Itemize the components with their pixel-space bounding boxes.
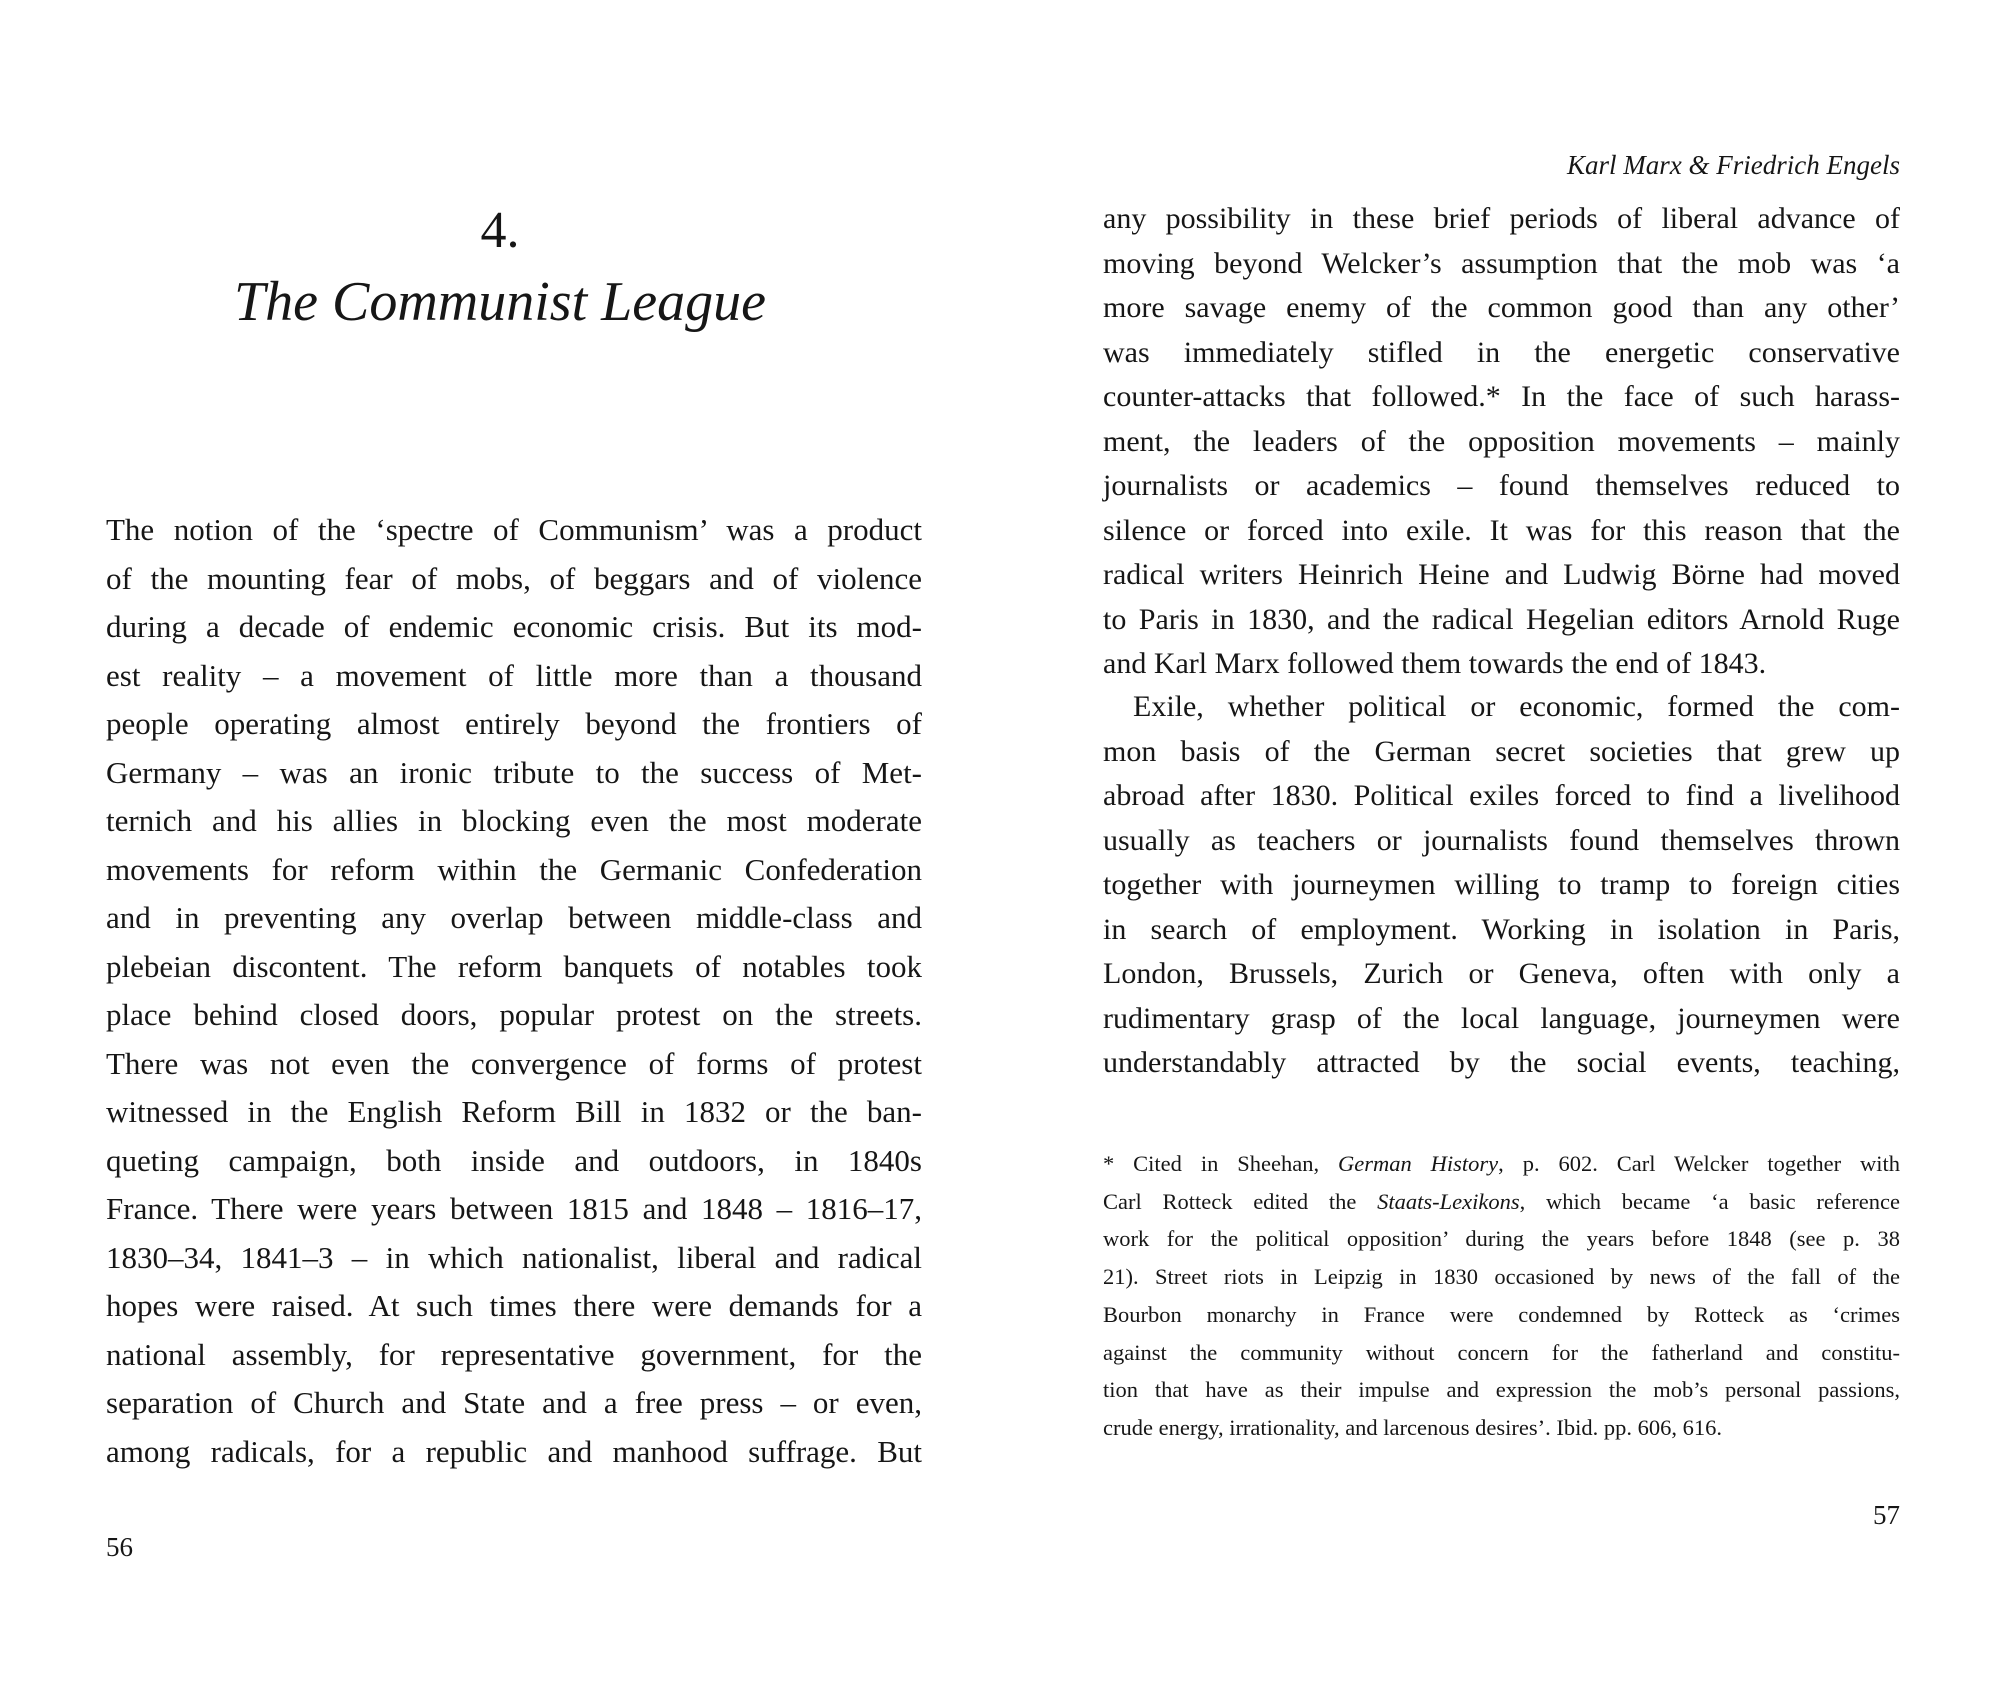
footnote-book-title: German History <box>1338 1151 1499 1176</box>
footnote-line: 21). Street riots in Leipzig in 1830 occasioned by news of the fall of the <box>1103 1264 1900 1290</box>
text-line: ment, the leaders of the opposition movements – mainly <box>1103 424 1900 458</box>
text-line: mon basis of the German secret societies that grew up <box>1103 734 1900 768</box>
text-line: Exile, whether political or economic, formed the com- <box>1133 690 1900 723</box>
text-line: together with journeymen willing to tramp to foreign cities <box>1103 868 1900 901</box>
text-line: witnessed in the English Reform Bill in 1832 or the ban- <box>106 1094 922 1129</box>
text-line: of the mounting fear of mobs, of beggars and of violence <box>106 560 922 596</box>
text-line: queting campaign, both inside and outdoors, in 1840s <box>106 1142 922 1178</box>
text-line: separation of Church and State and a free press – or even, <box>106 1385 922 1420</box>
footnote-line <box>1103 1145 1900 1183</box>
text-line: movements for reform within the Germanic Confederation <box>106 851 922 887</box>
text-line: more savage enemy of the common good than any other’ <box>1103 291 1900 324</box>
footnote <box>1103 1145 1900 1447</box>
page-number-left: 56 <box>106 1532 133 1562</box>
chapter-number: 4. <box>480 202 520 259</box>
footnote-book-title: Staats-Lexikons <box>1377 1188 1520 1214</box>
text-line: radical writers Heinrich Heine and Ludwig Börne had moved <box>1103 558 1900 591</box>
text-line: place behind closed doors, popular protest on the streets. <box>106 997 922 1032</box>
text-line: plebeian discontent. The reform banquets of notables took <box>106 948 922 984</box>
text-line: to Paris in 1830, and the radical Hegelian editors Arnold Ruge <box>1103 602 1900 636</box>
text-line: abroad after 1830. Political exiles forced to find a livelihood <box>1103 779 1900 812</box>
footnote-line: work for the political opposition’ during the years before 1848 (see p. 38 <box>1103 1226 1900 1252</box>
footnote-line: against the community without concern for the fatherland and constitu- <box>1103 1339 1900 1365</box>
footnote-text: * Cited in Sheehan, <box>1103 1151 1339 1176</box>
text-line: counter-attacks that followed.* In the face of such harass- <box>1103 380 1900 413</box>
text-line: France. There were years between 1815 and 1848 – 1816–17, <box>106 1191 922 1226</box>
footnote-line: tion that have as their impulse and expression the mob’s personal passions, <box>1103 1377 1900 1403</box>
footnote-text: Carl Rotteck edited the <box>1103 1188 1378 1214</box>
text-line: usually as teachers or journalists found themselves thrown <box>1103 823 1900 857</box>
text-line: est reality – a movement of little more than a thousand <box>106 657 922 693</box>
text-line: London, Brussels, Zurich or Geneva, often with only a <box>1103 957 1900 990</box>
text-line: was immediately stifled in the energetic conservative <box>1103 335 1900 369</box>
text-line: ternich and his allies in blocking even the most moderate <box>106 803 922 838</box>
text-line: 1830–34, 1841–3 – in which nationalist, liberal and radical <box>106 1239 922 1275</box>
footnote-line: Bourbon monarchy in France were condemned by Rotteck as ‘crimes <box>1103 1301 1900 1327</box>
page-number-right: 57 <box>1873 1500 1900 1530</box>
footnote-line <box>1103 1183 1900 1221</box>
left-body-paragraph <box>106 506 922 1476</box>
text-line: people operating almost entirely beyond the frontiers of <box>106 706 922 741</box>
text-line: There was not even the convergence of forms of protest <box>106 1045 922 1081</box>
text-line: rudimentary grasp of the local language, journeymen were <box>1103 1001 1900 1035</box>
text-line: during a decade of endemic economic crisis. But its mod- <box>106 609 922 644</box>
chapter-title: The Communist League <box>234 271 766 333</box>
text-line: moving beyond Welcker’s assumption that the mob was ‘a <box>1103 246 1900 280</box>
text-line: and in preventing any overlap between middle-class and <box>106 900 922 935</box>
text-line: The notion of the ‘spectre of Communism’ was a product <box>106 512 922 547</box>
text-line: among radicals, for a republic and manhood suffrage. But <box>106 1433 922 1469</box>
footnote-line: crude energy, irrationality, and larcenous desires’. Ibid. pp. 606, 616. <box>1103 1414 1722 1440</box>
text-line: understandably attracted by the social events, teaching, <box>1103 1046 1900 1079</box>
right-body-paragraph-2 <box>1103 685 1900 1086</box>
text-line: and Karl Marx followed them towards the end of 1843. <box>1103 647 1767 680</box>
text-line: Germany – was an ironic tribute to the success of Met- <box>106 754 922 790</box>
footnote-text: , p. 602. Carl Welcker together with <box>1498 1151 1900 1176</box>
footnote-text: , which became ‘a basic reference <box>1519 1188 1900 1214</box>
text-line: silence or forced into exile. It was for this reason that the <box>1103 513 1900 547</box>
right-body-paragraph-1 <box>1103 197 1900 687</box>
text-line: in search of employment. Working in isolation in Paris, <box>1103 912 1900 946</box>
text-line: journalists or academics – found themselves reduced to <box>1103 469 1900 502</box>
text-line: any possibility in these brief periods of liberal advance of <box>1103 202 1900 235</box>
text-line: national assembly, for representative government, for the <box>106 1336 922 1372</box>
text-line: hopes were raised. At such times there were demands for a <box>106 1288 922 1323</box>
right-page <box>1000 0 2000 1686</box>
running-head: Karl Marx & Friedrich Engels <box>1567 150 1900 180</box>
